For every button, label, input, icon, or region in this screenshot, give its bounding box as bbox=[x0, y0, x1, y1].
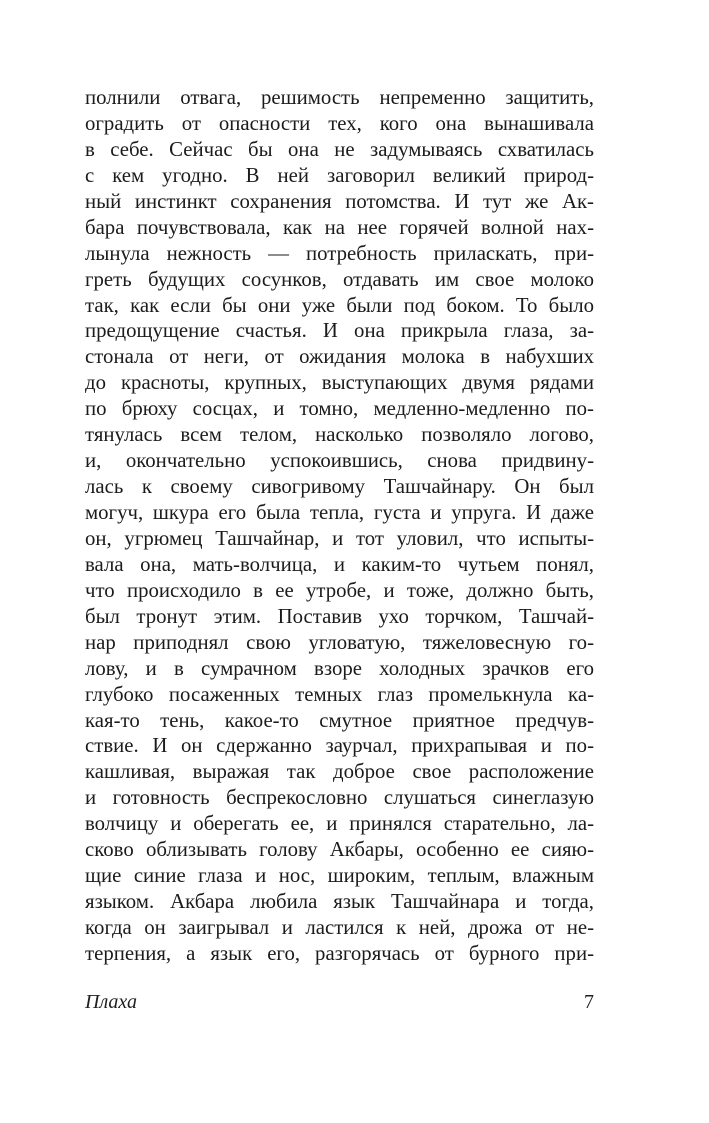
text-line: вала она, мать-волчица, и каким-то чутьем понял, bbox=[85, 552, 594, 576]
running-title: Плаха bbox=[85, 991, 138, 1013]
text-line: он, угрюмец Ташчайнар, и тот уловил, что испыты- bbox=[85, 526, 594, 550]
text-line: с кем угодно. В ней заговорил великий природ- bbox=[85, 163, 594, 187]
text-line: оградить от опасности тех, кого она вынашивала bbox=[85, 111, 594, 135]
text-line: греть будущих сосунков, отдавать им свое молоко bbox=[85, 267, 594, 291]
text-line: по брюху сосцах, и томно, медленно-медленно по- bbox=[85, 397, 594, 421]
page-text-block bbox=[85, 85, 594, 967]
text-line: сково облизывать голову Акбары, особенно ее сияю- bbox=[85, 838, 594, 862]
text-line: лынула нежность — потребность приласкать, при- bbox=[85, 241, 594, 265]
text-line: волчицу и оберегать ее, и принялся старательно, ла- bbox=[85, 812, 594, 836]
text-line: терпения, а язык его, разгорячась от бурного при- bbox=[85, 941, 594, 965]
text-line: бара почувствовала, как на нее горячей волной нах- bbox=[85, 215, 594, 239]
text-line: лову, и в сумрачном взоре холодных зрачков его bbox=[85, 656, 594, 680]
text-line: тянулась всем телом, насколько позволяло логово, bbox=[85, 423, 594, 447]
text-line: лась к своему сивогривому Ташчайнару. Он был bbox=[85, 475, 594, 499]
text-line: нар приподнял свою угловатую, тяжеловесную го- bbox=[85, 630, 594, 654]
text-line: могуч, шкура его была тепла, густа и упруга. И даже bbox=[85, 501, 594, 524]
page-number: 7 bbox=[584, 991, 594, 1013]
text-line: ный инстинкт сохранения потомства. И тут же Ак- bbox=[85, 189, 594, 213]
text-line: когда он заигрывал и ластился к ней, дрожа от не- bbox=[85, 916, 594, 939]
text-line: до красноты, крупных, выступающих двумя рядами bbox=[85, 371, 594, 395]
text-line: глубоко посаженных темных глаз промелькнула ка- bbox=[85, 682, 594, 706]
text-line: в себе. Сейчас бы она не задумываясь схватилась bbox=[85, 137, 594, 161]
text-line: стонала от неги, от ожидания молока в набухших bbox=[85, 345, 594, 369]
text-line: что происходило в ее утробе, и тоже, должно быть, bbox=[85, 578, 594, 602]
text-line: был тронут этим. Поставив ухо торчком, Ташчай- bbox=[85, 604, 594, 628]
text-line: так, как если бы они уже были под боком. То было bbox=[85, 293, 594, 317]
text-line: щие синие глаза и нос, широким, теплым, влажным bbox=[85, 864, 594, 888]
text-line: полнили отвага, решимость непременно защитить, bbox=[85, 86, 594, 109]
text-line: языком. Акбара любила язык Ташчайнара и тогда, bbox=[85, 890, 594, 914]
text-line: и, окончательно успокоившись, снова придвину- bbox=[85, 449, 594, 473]
text-line: ствие. И он сдержанно заурчал, прихрапывая и по- bbox=[85, 734, 594, 758]
text-line: предощущение счастья. И она прикрыла глаза, за- bbox=[85, 319, 594, 343]
text-line: кашливая, выражая так доброе свое расположение bbox=[85, 760, 594, 784]
text-line: кая-то тень, какое-то смутное приятное предчув- bbox=[85, 708, 594, 732]
page-footer bbox=[85, 990, 594, 1014]
text-line: и готовность беспрекословно слушаться синеглазую bbox=[85, 786, 594, 810]
